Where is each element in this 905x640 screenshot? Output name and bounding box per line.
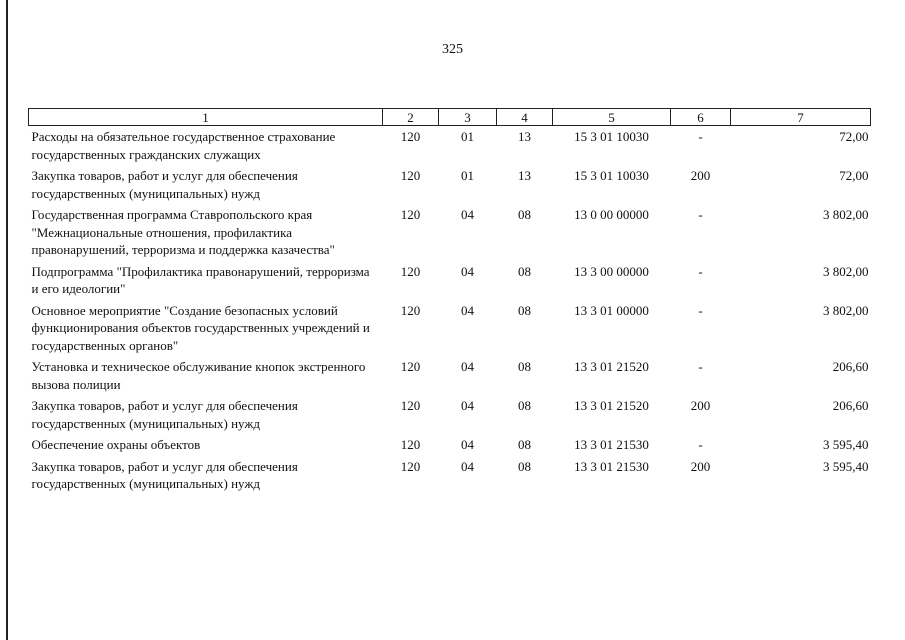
header-col-3: 3 — [439, 109, 497, 126]
cell-subsection: 08 — [518, 207, 531, 222]
table-row — [29, 126, 871, 168]
cell-subsection: 13 — [518, 168, 531, 183]
cell-section: 04 — [461, 398, 474, 413]
table-row — [29, 358, 871, 397]
header-col-1: 1 — [29, 109, 383, 126]
page-number: 325 — [442, 42, 463, 57]
cell-name: Государственная программа Ставропольского края "Межнациональные отношения, профилактика правонарушений, терроризма и поддержка казачества" — [31, 207, 335, 257]
cell-ministry: 120 — [400, 359, 421, 374]
table-row — [29, 206, 871, 263]
cell-subsection: 08 — [518, 302, 531, 318]
cell-expense-type: 200 — [690, 168, 711, 183]
cell-name: Основное мероприятие "Создание безопасных условий функционирования объектов государственных учреждений и государственных органов" — [31, 302, 370, 353]
cell-section: 04 — [461, 263, 474, 279]
cell-section: 04 — [461, 437, 474, 452]
budget-table — [28, 108, 871, 497]
table-header-row — [29, 109, 871, 126]
header-col-7: 7 — [731, 109, 871, 126]
cell-ministry: 120 — [400, 129, 421, 144]
header-col-5: 5 — [553, 109, 671, 126]
cell-ministry: 120 — [400, 437, 421, 452]
cell-expense-type: - — [698, 359, 703, 374]
cell-ministry: 120 — [400, 302, 421, 318]
table-row — [29, 167, 871, 206]
cell-section: 01 — [461, 129, 474, 144]
cell-expense-type: 200 — [690, 398, 711, 413]
table-row — [29, 302, 871, 359]
cell-section: 01 — [461, 168, 474, 183]
table-row — [29, 458, 871, 497]
cell-target-code: 15 3 01 10030 — [574, 168, 649, 183]
cell-amount: 3 595,40 — [823, 437, 869, 452]
cell-ministry: 120 — [400, 168, 421, 183]
cell-expense-type: - — [698, 129, 703, 144]
cell-ministry: 120 — [400, 398, 421, 413]
header-col-2: 2 — [383, 109, 439, 126]
cell-subsection: 13 — [518, 129, 531, 144]
cell-ministry: 120 — [400, 207, 421, 222]
cell-ministry: 120 — [400, 458, 421, 474]
header-col-6: 6 — [671, 109, 731, 126]
cell-target-code: 13 3 01 21520 — [574, 359, 649, 374]
cell-name: Закупка товаров, работ и услуг для обеспечения государственных (муниципальных) нужд — [31, 168, 298, 201]
cell-name: Обеспечение охраны объектов — [31, 437, 201, 452]
cell-subsection: 08 — [518, 437, 531, 452]
cell-target-code: 15 3 01 10030 — [574, 129, 649, 144]
cell-name: Подпрограмма "Профилактика правонарушений, терроризма и его идеологии" — [31, 263, 370, 296]
cell-section: 04 — [461, 458, 474, 474]
cell-name: Расходы на обязательное государственное страхование государственных гражданских служащих — [31, 129, 336, 162]
cell-subsection: 08 — [518, 359, 531, 374]
table-row — [29, 397, 871, 436]
cell-target-code: 13 0 00 00000 — [574, 207, 649, 222]
cell-expense-type: - — [698, 437, 703, 452]
cell-amount: 3 802,00 — [823, 207, 869, 222]
cell-name: Закупка товаров, работ и услуг для обеспечения государственных (муниципальных) нужд — [31, 458, 298, 491]
cell-target-code: 13 3 01 21530 — [574, 458, 649, 474]
table-row — [29, 263, 871, 302]
cell-target-code: 13 3 01 21530 — [574, 437, 649, 452]
cell-amount: 206,60 — [832, 398, 869, 413]
cell-section: 04 — [461, 359, 474, 374]
cell-amount: 206,60 — [832, 359, 869, 374]
cell-section: 04 — [461, 207, 474, 222]
cell-target-code: 13 3 01 00000 — [574, 302, 649, 318]
cell-expense-type: - — [698, 207, 703, 222]
cell-amount: 3 802,00 — [823, 263, 869, 279]
cell-target-code: 13 3 00 00000 — [574, 263, 649, 279]
cell-subsection: 08 — [518, 398, 531, 413]
cell-amount: 72,00 — [839, 168, 869, 183]
cell-expense-type: - — [698, 302, 703, 318]
cell-amount: 72,00 — [839, 129, 869, 144]
cell-expense-type: - — [698, 263, 703, 279]
page-left-border — [6, 0, 8, 640]
cell-amount: 3 802,00 — [823, 302, 869, 318]
table-row — [29, 436, 871, 458]
cell-ministry: 120 — [400, 263, 421, 279]
cell-name: Установка и техническое обслуживание кнопок экстренного вызова полиции — [31, 359, 366, 392]
cell-subsection: 08 — [518, 263, 531, 279]
cell-subsection: 08 — [518, 458, 531, 474]
cell-target-code: 13 3 01 21520 — [574, 398, 649, 413]
header-col-4: 4 — [497, 109, 553, 126]
cell-amount: 3 595,40 — [823, 458, 869, 474]
cell-section: 04 — [461, 302, 474, 318]
cell-expense-type: 200 — [690, 458, 711, 474]
cell-name: Закупка товаров, работ и услуг для обеспечения государственных (муниципальных) нужд — [31, 398, 298, 431]
